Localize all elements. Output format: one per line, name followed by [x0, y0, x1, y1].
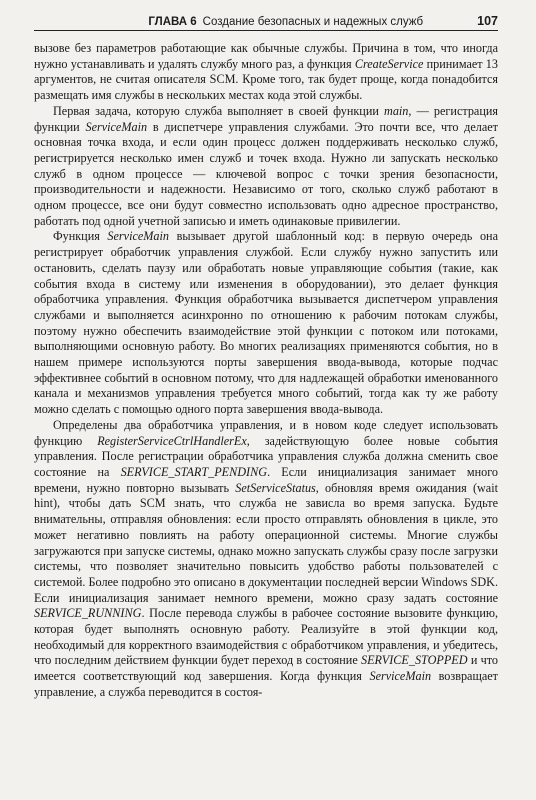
body-text: [34, 41, 498, 701]
running-header: [34, 14, 498, 31]
text-run: , задействующую более новые события управления. После регистрации обработчика управления служба должна сменить свое состояние на: [34, 433, 499, 479]
text-run: , — регистрация функции: [34, 103, 498, 134]
text-run: . После перевода службы в рабочее состояние вызовите функцию, которая будет выполнять основную работу. Реализуйте в этой функции код, необходимый для корректного взаимодействия с обработчиком управления, и убедитесь, что последним действием функции будет переход в состояние: [34, 606, 498, 668]
chapter-label: ГЛАВА 6: [148, 16, 197, 28]
code-identifier: RegisterServiceCtrlHandlerEx: [97, 433, 247, 448]
paragraph: [34, 229, 498, 417]
code-identifier: ServiceMain: [85, 119, 148, 134]
code-identifier: SERVICE_STOPPED: [361, 653, 468, 668]
text-run: Первая задача, которую служба выполняет в своей функции: [53, 103, 385, 118]
text-run: вызове без параметров работающие как обычные службы. Причина в том, что иногда нужно устанавливать и удалять службу много раз, а функция: [34, 41, 498, 71]
paragraph: [34, 104, 498, 230]
paragraph: [34, 418, 498, 701]
code-identifier: ServiceMain: [369, 669, 432, 684]
code-identifier: SetServiceStatus: [235, 480, 316, 495]
code-identifier: CreateService: [354, 56, 424, 71]
code-identifier: SERVICE_START_PENDING: [120, 464, 268, 479]
text-run: . Если инициализация занимает много времени, нужно повторно вызывать: [34, 464, 498, 495]
text-run: возвращает управление, а служба переводится в состоя-: [34, 669, 498, 699]
text-run: Функция: [53, 229, 108, 244]
code-identifier: SERVICE_RUNNING: [34, 606, 142, 621]
text-run: и что имеется соответствующий код завершения. Когда функция: [34, 653, 498, 684]
chapter-title: Создание безопасных и надежных служб: [202, 16, 424, 28]
code-identifier: main: [384, 103, 409, 118]
page-number: 107: [477, 14, 498, 28]
text-run: в диспетчере управления службами. Это почти все, что делает основная точка входа, и если один процесс должен поддерживать несколько служб, регистрируется несколько имен служб и точек входа. Нужно ли запускать несколько служб в одном процессе — ключевой вопрос с точки зрения безопасности, производительности и надежности. Независимо от того, сколько служб работают в одном процессе, все они будут совместно использовать одно адресное пространство, работать под одной учетной записью и иметь одинаковые привилегии.: [34, 119, 499, 228]
code-identifier: ServiceMain: [107, 229, 170, 244]
text-run: принимает 13 аргументов, не считая описателя SCM. Кроме того, так будет проще, когда понадобится размещать имя службы в нескольких местах кода этой службы.: [34, 56, 498, 103]
text-run: Определены два обработчика управления, и в новом коде следует использовать функцию: [34, 417, 498, 448]
text-run: , обновляя время ожидания (wait hint), чтобы дать SCM знать, что служба не зависла во время запуска. Будьте внимательны, отправляя обновления: если просто отправлять обновления в цикле, это может негативно повлиять на работу операционной системы. Многие службы загружаются при запуске системы, однако можно запускать службы сразу после загрузки системы, что позволяет значительно повысить удобство работы пользователей с системой. Более подробно это описано в документации последней версии Windows SDK. Если инициализация занимает немного времени, можно сразу задать состояние: [34, 480, 498, 605]
paragraph: [34, 41, 498, 104]
text-run: вызывает другой шаблонный код: в первую очередь она регистрирует обработчик управления службой. Если службу нужно запустить или остановить, сделать паузу или обработать новые управляющие события (такие, как события входа в систему или изменения в оборудовании), это делает функция обработчика управления. Функция обработчика вызывается диспетчером управления службами и выполняется асинхронно по отношению к рабочим потокам службы, поэтому нужно обеспечить взаимодействие этой функции с потоком или потоками, выполняющими основную работу. Во многих реализациях применяются события, но в нашем примере используются порты завершения ввода-вывода, которые подчас эффективнее событий в основном потому, что для надлежащей обработки именованного канала и механизмов управления требуется много событий, тогда как ту же работу можно сделать с помощью одного порта завершения ввода-вывода.: [34, 229, 498, 417]
